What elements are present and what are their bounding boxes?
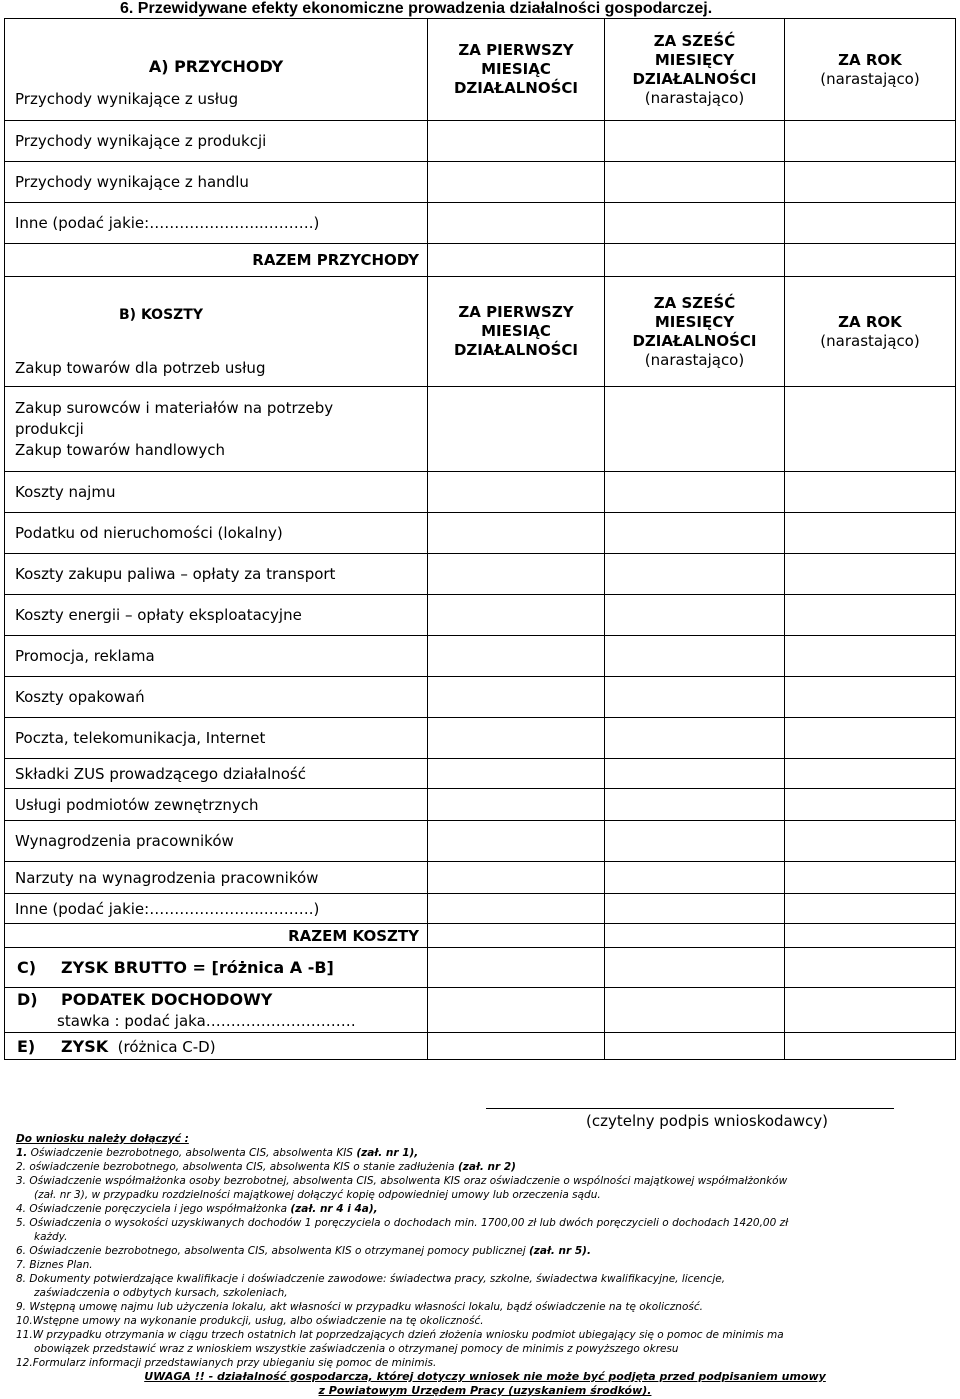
value-cell[interactable] (785, 554, 956, 595)
value-cell[interactable] (785, 789, 956, 821)
value-cell[interactable] (605, 203, 785, 244)
value-cell[interactable] (428, 595, 605, 636)
income-row-trade: Przychody wynikające z handlu (5, 162, 428, 203)
attachment-item: 1. Oświadczenie bezrobotnego, absolwenta CIS, absolwenta KIS (zał. nr 1), (16, 1147, 419, 1159)
attachment-item: 12.Formularz informacji przedstawianych przy ubieganiu się pomoc de minimis. (16, 1357, 437, 1369)
value-cell[interactable] (785, 121, 956, 162)
value-cell[interactable] (428, 636, 605, 677)
value-cell[interactable] (428, 988, 605, 1033)
value-cell[interactable] (428, 387, 605, 472)
value-cell[interactable] (428, 759, 605, 789)
attachment-item-continuation: każdy. (34, 1231, 68, 1243)
value-cell[interactable] (785, 472, 956, 513)
cost-row-external-services: Usługi podmiotów zewnętrznych (5, 789, 428, 821)
value-cell[interactable] (428, 862, 605, 894)
cost-row-packaging: Koszty opakowań (5, 677, 428, 718)
signature-caption: (czytelny podpis wnioskodawcy) (586, 1112, 828, 1130)
attachment-item-continuation: (zał. nr 3), w przypadku rozdzielności majątkowej dołączyć kopię odpowiedniej umowy lub orzeczenia sądu. (34, 1189, 601, 1201)
value-cell[interactable] (428, 121, 605, 162)
attachment-item: 4. Oświadczenie poręczyciela i jego współmałżonka (zał. nr 4 i 4a), (16, 1203, 378, 1215)
attachments-heading: Do wniosku należy dołączyć : (16, 1133, 189, 1145)
attachment-item: 5. Oświadczenia o wysokości uzyskiwanych dochodów 1 poręczyciela o dochodach min. 1700,00 zł lub dwóch poręczycieli o dochodach 1420,00 zł (16, 1217, 789, 1229)
income-tax-row: D) PODATEK DOCHODOWY stawka : podać jaka………………………… (5, 988, 428, 1033)
col-month1-header: ZA PIERWSZY MIESIĄC DZIAŁALNOŚCI (428, 277, 605, 387)
value-cell[interactable] (605, 894, 785, 924)
attachment-item-continuation: zaświadczenia o odbytych kursach, szkoleniach, (34, 1287, 288, 1299)
cost-row-materials: Zakup surowców i materiałów na potrzeby produkcji Zakup towarów handlowych (5, 387, 428, 472)
value-cell[interactable] (605, 244, 785, 277)
attachment-item: 2. oświadczenie bezrobotnego, absolwenta CIS, absolwenta KIS o stanie zadłużenia (zał. nr 2) (16, 1161, 516, 1173)
cost-row-rent: Koszty najmu (5, 472, 428, 513)
value-cell[interactable] (428, 244, 605, 277)
value-cell[interactable] (428, 203, 605, 244)
costs-total-label: RAZEM KOSZTY (5, 924, 428, 948)
value-cell[interactable] (785, 513, 956, 554)
col-year-header: ZA ROK (narastająco) (785, 277, 956, 387)
cost-row-zus: Składki ZUS prowadzącego działalność (5, 759, 428, 789)
cost-row-other: Inne (podać jakie:…………………..……….) (5, 894, 428, 924)
attachment-item: 8. Dokumenty potwierdzające kwalifikacje i doświadczenie zawodowe: świadectwa pracy, szkolne, świadectwa kwalifikacyjne, licencje, (16, 1273, 726, 1285)
attachment-item-continuation: obowiązek przedstawić wraz z wnioskiem wszystkie zaświadczenia o otrzymanej pomocy de minimis z powyższego okresu (34, 1343, 679, 1355)
value-cell[interactable] (605, 924, 785, 948)
col-month1-header: ZA PIERWSZY MIESIĄC DZIAŁALNOŚCI (428, 19, 605, 121)
section-title: 6. Przewidywane efekty ekonomiczne prowadzenia działalności gospodarczej. (120, 0, 713, 17)
value-cell[interactable] (605, 162, 785, 203)
value-cell[interactable] (428, 677, 605, 718)
value-cell[interactable] (785, 924, 956, 948)
col-year-header: ZA ROK (narastająco) (785, 19, 956, 121)
value-cell[interactable] (428, 513, 605, 554)
income-row-production: Przychody wynikające z produkcji (5, 121, 428, 162)
value-cell[interactable] (605, 554, 785, 595)
value-cell[interactable] (785, 636, 956, 677)
tax-rate-line: stawka : podać jaka………………………… (57, 1011, 356, 1030)
value-cell[interactable] (605, 1033, 785, 1060)
value-cell[interactable] (785, 894, 956, 924)
value-cell[interactable] (605, 636, 785, 677)
cost-row-promotion: Promocja, reklama (5, 636, 428, 677)
income-row-other: Inne (podać jakie:…………………..……….) (5, 203, 428, 244)
value-cell[interactable] (605, 759, 785, 789)
value-cell[interactable] (428, 472, 605, 513)
income-row-services: Przychody wynikające z usług (15, 90, 239, 108)
attachment-item: 11.W przypadku otrzymania w ciągu trzech ostatnich lat poprzedzających dzień złożenia wniosku podmiot ubiegający się o pomoc de minimis ma (16, 1329, 784, 1341)
value-cell[interactable] (605, 862, 785, 894)
value-cell[interactable] (605, 387, 785, 472)
value-cell[interactable] (605, 595, 785, 636)
value-cell[interactable] (785, 677, 956, 718)
warning-note: UWAGA !! - działalność gospodarcza, której dotyczy wniosek nie może być podjęta przed podpisaniem umowy z Powiatowym Urzędem Pracy (uzyskaniem środków). (144, 1370, 826, 1397)
cost-row-energy: Koszty energii – opłaty eksploatacyjne (5, 595, 428, 636)
cost-row-property-tax: Podatku od nieruchomości (lokalny) (5, 513, 428, 554)
cost-row-fuel: Koszty zakupu paliwa – opłaty za transport (5, 554, 428, 595)
value-cell[interactable] (785, 1033, 956, 1060)
value-cell[interactable] (605, 988, 785, 1033)
costs-heading: B) KOSZTY (119, 306, 203, 323)
attachments-list (16, 1132, 888, 1370)
attachment-item: 9. Wstępną umowę najmu lub użyczenia lokalu, akt własności w przypadku własności lokalu, bądź oświadczenie na tę okoliczność. (16, 1301, 703, 1313)
value-cell[interactable] (785, 988, 956, 1033)
income-heading: A) PRZYCHODY (148, 57, 284, 76)
cost-row-salaries: Wynagrodzenia pracowników (5, 821, 428, 862)
value-cell[interactable] (428, 894, 605, 924)
value-cell[interactable] (605, 718, 785, 759)
value-cell[interactable] (785, 387, 956, 472)
costs-heading-cell (5, 277, 428, 387)
economic-effects-table (4, 18, 956, 1060)
value-cell[interactable] (785, 862, 956, 894)
value-cell[interactable] (785, 203, 956, 244)
value-cell[interactable] (785, 162, 956, 203)
value-cell[interactable] (428, 821, 605, 862)
value-cell[interactable] (428, 1033, 605, 1060)
value-cell[interactable] (785, 595, 956, 636)
value-cell[interactable] (428, 948, 605, 988)
col-month6-header: ZA SZEŚĆ MIESIĘCY DZIAŁALNOŚCI (narastająco) (605, 277, 785, 387)
cost-row-service-goods: Zakup towarów dla potrzeb usług (15, 358, 266, 377)
col-month6-header: ZA SZEŚĆ MIESIĘCY DZIAŁALNOŚCI (narastająco) (605, 19, 785, 121)
attachment-items (16, 1146, 888, 1370)
value-cell[interactable] (605, 677, 785, 718)
value-cell[interactable] (785, 948, 956, 988)
value-cell[interactable] (785, 821, 956, 862)
value-cell[interactable] (605, 472, 785, 513)
value-cell[interactable] (605, 821, 785, 862)
cost-row-telecom: Poczta, telekomunikacja, Internet (5, 718, 428, 759)
value-cell[interactable] (785, 718, 956, 759)
income-total-label: RAZEM PRZYCHODY (5, 244, 428, 277)
signature-line (486, 1108, 894, 1109)
attachment-item: 3. Oświadczenie współmałżonka osoby bezrobotnej, absolwenta CIS, absolwenta KIS oraz oświadczenie o wspólności majątkowej współmałżonków (16, 1175, 788, 1187)
value-cell[interactable] (605, 789, 785, 821)
value-cell[interactable] (605, 513, 785, 554)
value-cell[interactable] (605, 948, 785, 988)
value-cell[interactable] (785, 244, 956, 277)
attachment-item: 10.Wstępne umowy na wykonanie produkcji, usług, albo oświadczenie na tę okoliczność. (16, 1315, 484, 1327)
attachment-item: 7. Biznes Plan. (16, 1259, 93, 1271)
value-cell[interactable] (605, 121, 785, 162)
gross-profit-row: C) ZYSK BRUTTO = [różnica A -B] (5, 948, 428, 988)
income-heading-cell (5, 19, 428, 121)
value-cell[interactable] (428, 789, 605, 821)
value-cell[interactable] (785, 759, 956, 789)
value-cell[interactable] (428, 162, 605, 203)
attachment-item: 6. Oświadczenie bezrobotnego, absolwenta CIS, absolwenta KIS o otrzymanej pomocy publicznej (zał. nr 5). (16, 1245, 591, 1257)
cost-row-salary-surcharges: Narzuty na wynagrodzenia pracowników (5, 862, 428, 894)
value-cell[interactable] (428, 554, 605, 595)
net-profit-row: E) ZYSK (różnica C-D) (5, 1033, 428, 1060)
value-cell[interactable] (428, 924, 605, 948)
value-cell[interactable] (428, 718, 605, 759)
